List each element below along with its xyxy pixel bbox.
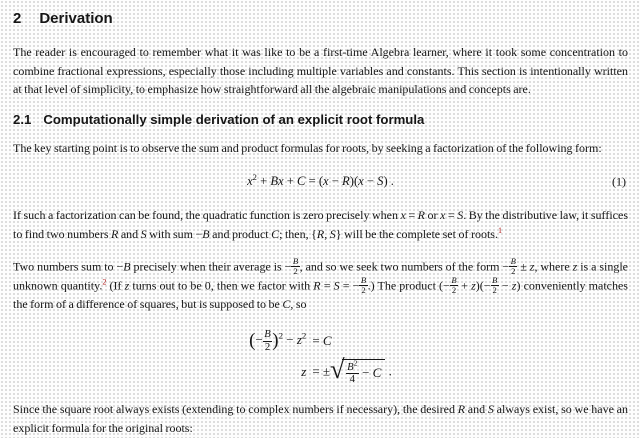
subsection-title: Computationally simple derivation of an explicit root formula [43, 111, 425, 127]
footnote-ref-2[interactable]: 2 [102, 277, 107, 287]
section-title: Derivation [39, 10, 113, 27]
equation-row-2 [246, 356, 395, 389]
subsection-heading [13, 112, 628, 127]
equation-row-1 [246, 326, 395, 355]
section-number: 2 [13, 10, 22, 27]
footnote-ref-1[interactable]: 1 [497, 225, 503, 235]
paragraph-square-root: Since the square root always exists (extending to complex numbers if necessary), the desired R and S always exist, so we have an explicit formula for the original roots: [13, 402, 628, 436]
equation-block [246, 326, 395, 388]
equation-1 [13, 170, 628, 193]
equation-1-number: (1) [612, 174, 626, 189]
paragraph-two-numbers: Two numbers sum to −B precisely when their average is − $\frac{B}{2}$ , and so we seek two numbers of the form − $\frac{B}{2}$ ± z, where z is a single unknown quantity.$^2$ (If z turns out to be 0, then we factor with R = S = − $\frac{B}{2}$ .) The product (− $\frac{B}{2}$ + z)(− $\frac{B}{2}$ − z) conveniently matches the form of a difference of squares, but is supposed to be C, so [13, 255, 628, 311]
paragraph-key-starting-point: The key starting point is to observe the sum and product formulas for roots, by seeking a factorization of the following form: [13, 140, 602, 155]
equation-1-body: $x^2 + Bx + C = (x - R)(x - S)$ . [247, 172, 394, 189]
subsection-number: 2.1 [13, 111, 32, 127]
section-heading [13, 10, 628, 27]
equation-row-2-rhs: = ± √ $\frac{B^2}{4}$ − C . [312, 353, 392, 385]
equation-row-1-rhs: = C [312, 333, 332, 349]
paragraph-factorization: If such a factorization can be found, the quadratic function is zero precisely when x = R or x = S. By the distributive law, it suffices to find two numbers R and S with sum −B and product C; then, {R, S} will be the complete set of roots.$^1$ [13, 208, 628, 241]
equation-row-1-lhs: (− $\frac{B}{2}$ )$^2 - z^2$ [249, 329, 307, 353]
equation-row-2-lhs: z [301, 364, 307, 380]
paragraph-intro: The reader is encouraged to remember what it was like to be a first-time Algebra learner, where it took some concentration to combine fractional expressions, especially those including multiple variables and constants. This section is intentionally written at that level of simplicity, to emphasize how straightforward all the algebraic manipulations and concepts are. [13, 45, 628, 97]
